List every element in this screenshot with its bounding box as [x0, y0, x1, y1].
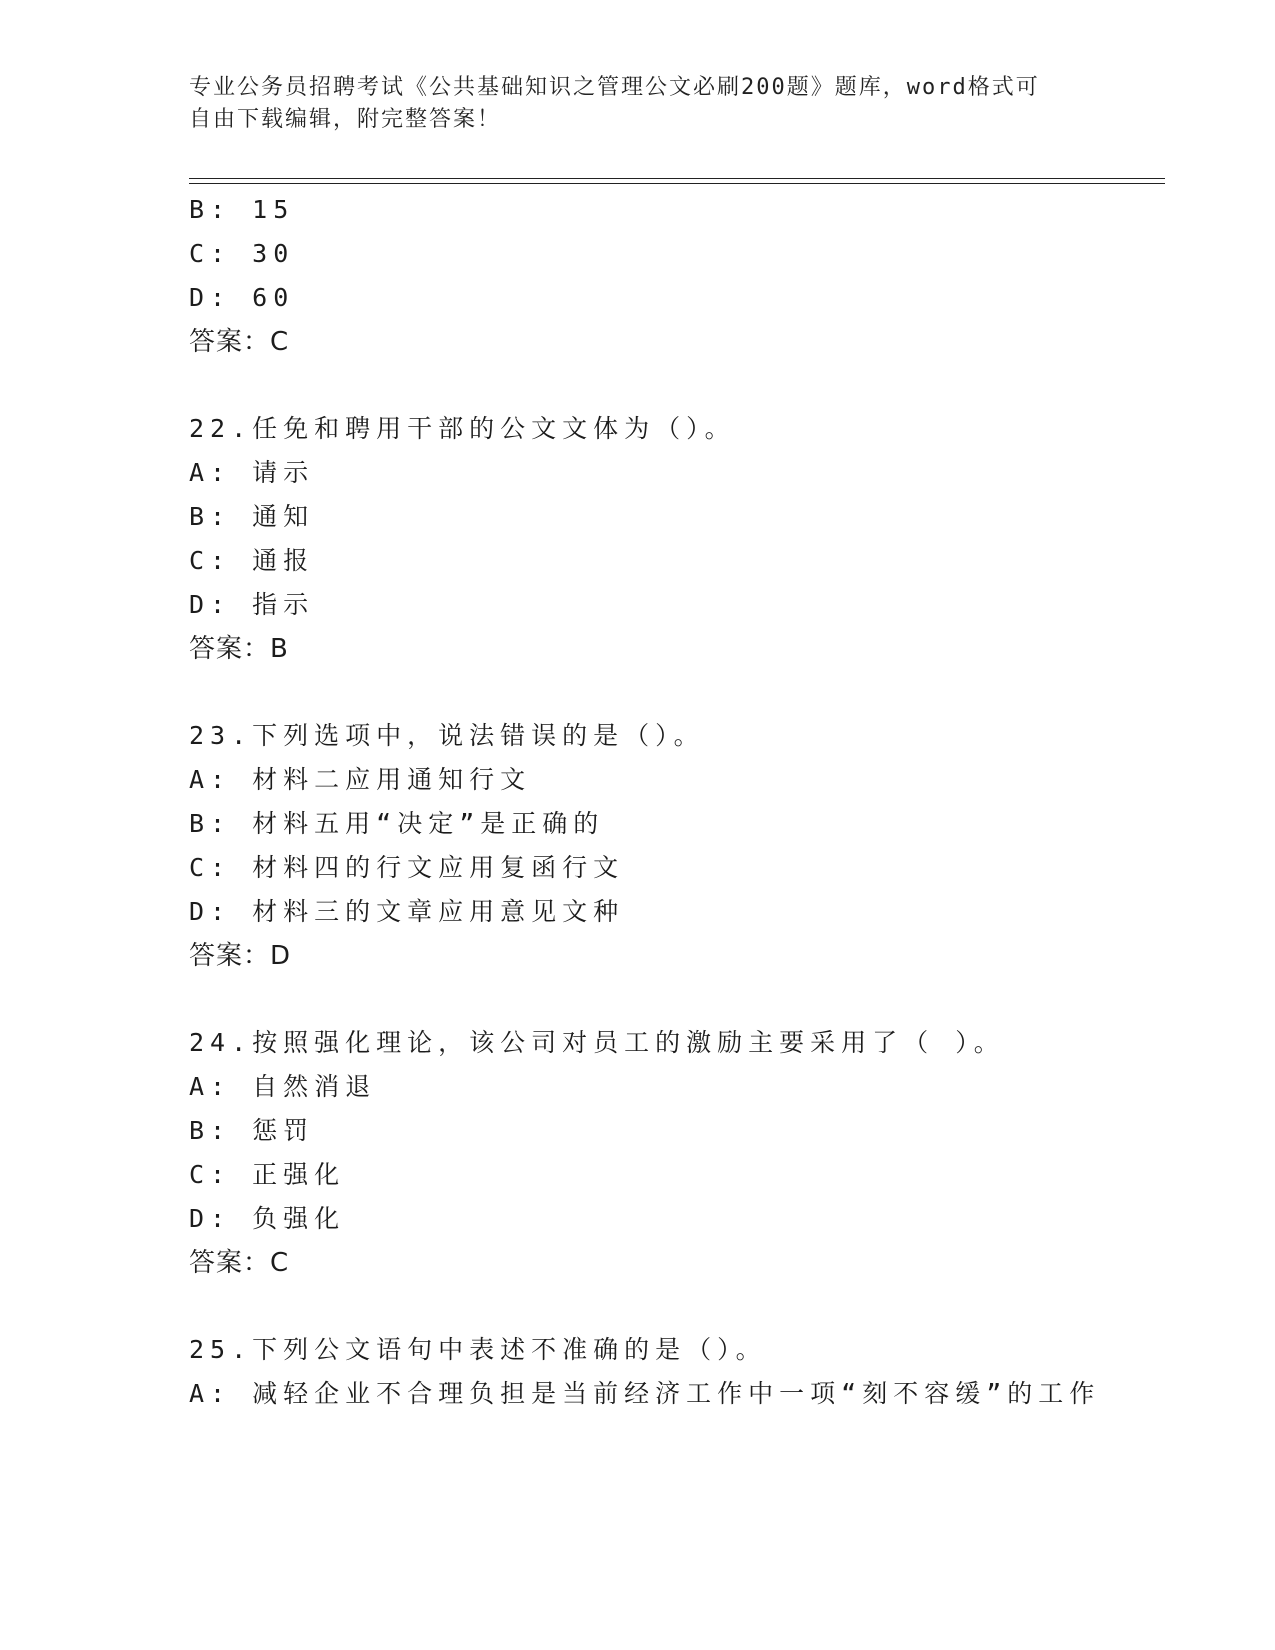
q24-option-c: C: 正强化	[189, 1160, 346, 1189]
q22-option-a: A: 请示	[189, 458, 315, 487]
header-divider-bottom	[189, 183, 1165, 184]
q23-option-c: C: 材料四的行文应用复函行文	[189, 853, 625, 882]
q21-answer: 答案：C	[189, 327, 290, 357]
q21-option-b: B: 15	[189, 195, 295, 224]
q23-question: 23.下列选项中，说法错误的是（）。	[189, 721, 705, 750]
header-divider-top	[189, 178, 1165, 179]
q22-option-c: C: 通报	[189, 546, 315, 575]
q24-option-d: D: 负强化	[189, 1204, 346, 1233]
q23-answer: 答案：D	[189, 941, 292, 971]
q24-question: 24.按照强化理论，该公司对员工的激励主要采用了（ ）。	[189, 1028, 1005, 1057]
q25-question: 25.下列公文语句中表述不准确的是（）。	[189, 1335, 767, 1364]
header-line-2: 自由下载编辑，附完整答案！	[189, 107, 502, 132]
q22-question: 22.任免和聘用干部的公文文体为（）。	[189, 414, 736, 443]
q24-answer: 答案：C	[189, 1248, 290, 1278]
document-header	[189, 72, 1069, 136]
q23-option-b: B: 材料五用“决定”是正确的	[189, 809, 605, 838]
q23-option-d: D: 材料三的文章应用意见文种	[189, 897, 625, 926]
q24-option-b: B: 惩罚	[189, 1116, 315, 1145]
q21-option-c: C: 30	[189, 239, 295, 268]
q24-option-a: A: 自然消退	[189, 1072, 377, 1101]
q23-option-a: A: 材料二应用通知行文	[189, 765, 532, 794]
q25-option-a: A: 减轻企业不合理负担是当前经济工作中一项“刻不容缓”的工作	[189, 1379, 1101, 1408]
q22-option-b: B: 通知	[189, 502, 315, 531]
q22-option-d: D: 指示	[189, 590, 315, 619]
q22-answer: 答案：B	[189, 634, 289, 664]
q21-option-d: D: 60	[189, 283, 295, 312]
header-line-1: 专业公务员招聘考试《公共基础知识之管理公文必刷200题》题库，word格式可	[189, 75, 1040, 100]
